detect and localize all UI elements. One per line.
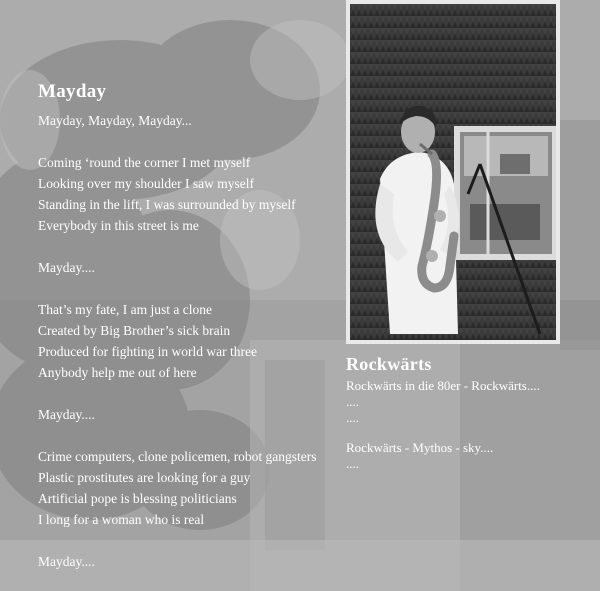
mayday-lyrics <box>38 80 338 572</box>
saxophone-player-image <box>350 4 556 340</box>
lyric-line: Coming ‘round the corner I met myself <box>38 155 251 170</box>
lyric-line: Created by Big Brother’s sick brain <box>38 323 231 338</box>
lyric-line: I long for a woman who is real <box>38 512 205 527</box>
lyric-line: Anybody help me out of here <box>38 365 197 380</box>
lyric-line: .... <box>346 456 359 471</box>
lyric-line: That’s my fate, I am just a clone <box>38 302 212 317</box>
lyric-line: Mayday, Mayday, Mayday... <box>38 113 192 128</box>
rockwaerts-title: Rockwärts <box>346 354 432 374</box>
lyric-line: Crime computers, clone policemen, robot gangsters <box>38 449 317 464</box>
rockwaerts-lyrics <box>346 352 586 472</box>
lyric-line: Plastic prostitutes are looking for a guy <box>38 470 251 485</box>
lyric-line: Produced for fighting in world war three <box>38 344 257 359</box>
lyric-line: Standing in the lift, I was surrounded by myself <box>38 197 296 212</box>
lyric-line: Everybody in this street is me <box>38 218 199 233</box>
lyric-line: Rockwärts - Mythos - sky.... <box>346 440 494 455</box>
lyric-line: Mayday.... <box>38 554 95 569</box>
lyric-line: Looking over my shoulder I saw myself <box>38 176 254 191</box>
lyric-line: .... <box>346 394 359 409</box>
lyric-line: Mayday.... <box>38 260 95 275</box>
saxophone-photo <box>346 0 560 344</box>
lyric-line: Artificial pope is blessing politicians <box>38 491 237 506</box>
lyric-line: Mayday.... <box>38 407 95 422</box>
lyric-line: .... <box>346 410 359 425</box>
lyric-line: Rockwärts in die 80er - Rockwärts.... <box>346 378 540 393</box>
mayday-title: Mayday <box>38 81 107 102</box>
